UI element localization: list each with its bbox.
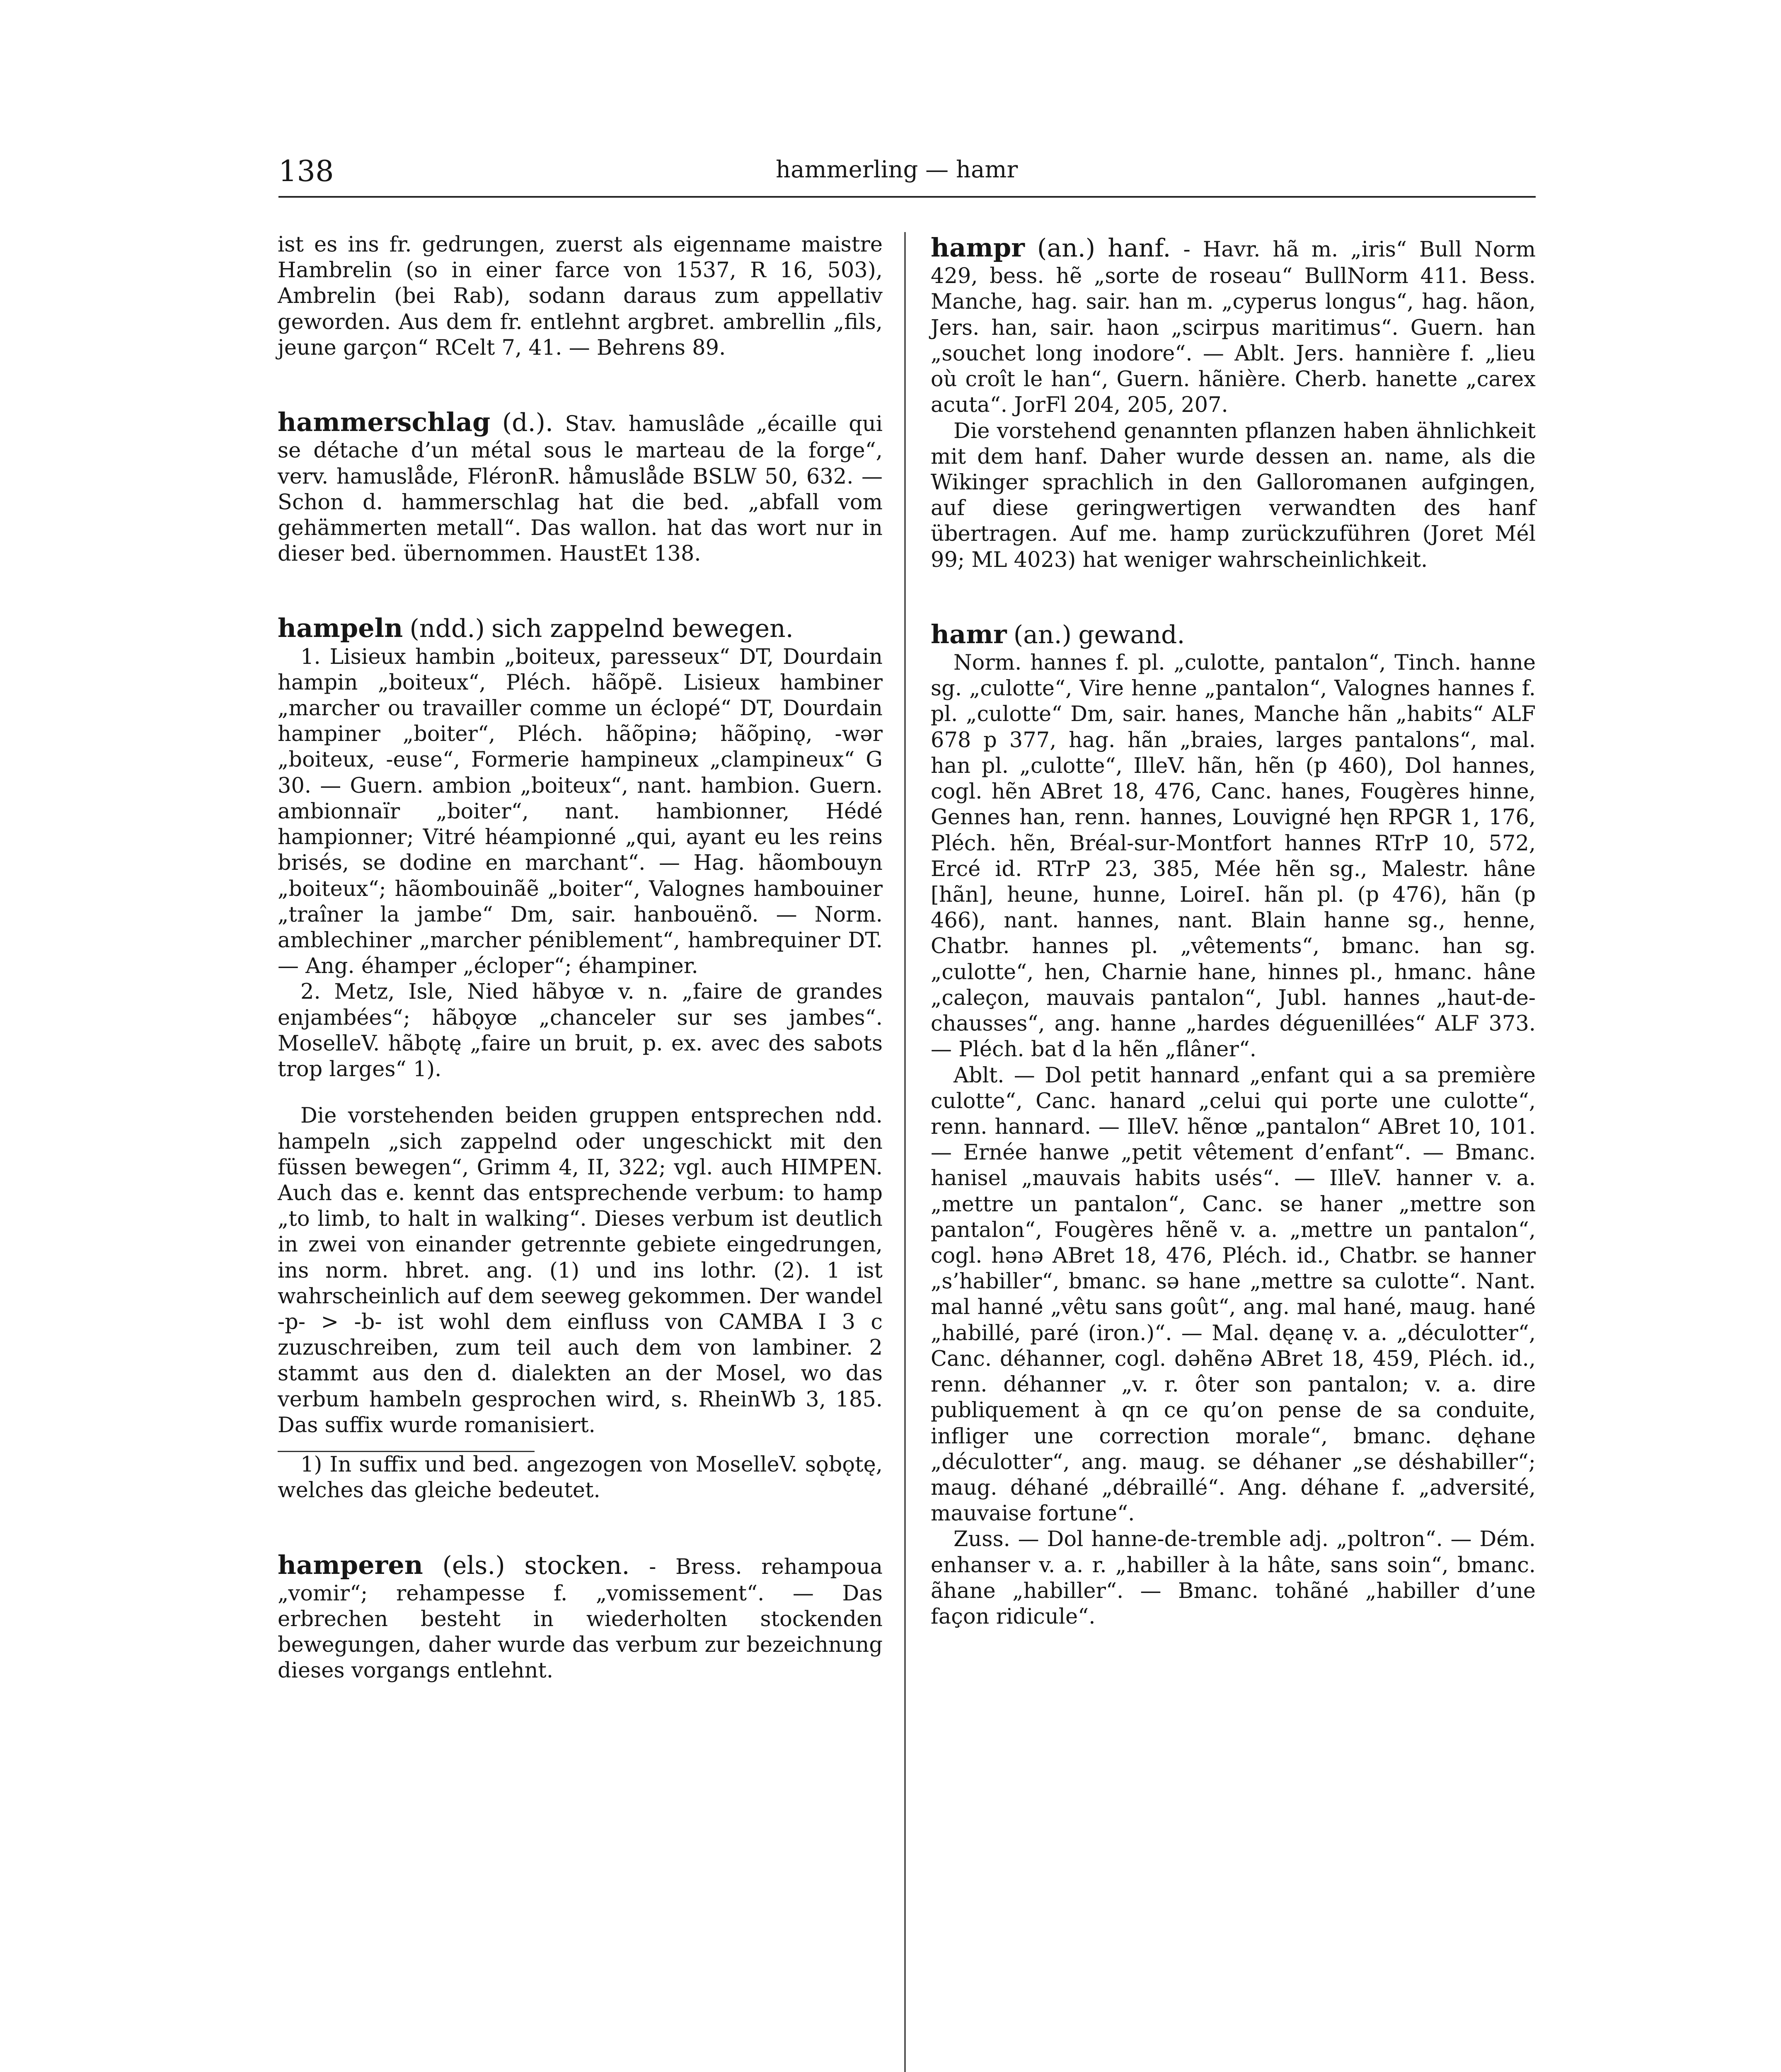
entry-hamperen bbox=[278, 1549, 883, 1684]
language-tag: (els.) bbox=[442, 1551, 505, 1580]
right-column bbox=[931, 232, 1536, 1675]
headword: hamperen bbox=[278, 1549, 423, 1580]
entry-text: Stav. hamuslâde „écaille qui se détache d’un métal sous le marteau de la forge“, verv. hamuslåde, FléronR. håmuslåde BSLW 50, 632. — Schon d. hammerschlag hat die bed. „abfall vom gehämmerten metall“. Das wallon. hat das wort nur in dieser bed. übernommen. HaustEt 138. bbox=[278, 412, 883, 566]
language-tag: (d.). bbox=[502, 408, 554, 438]
entry-hampeln bbox=[278, 612, 883, 1503]
footnote: 1) In suffix und bed. angezogen von MoselleV. sǫbǫtę, welches das gleiche bedeutet. bbox=[278, 1452, 883, 1503]
headword: hampr bbox=[931, 232, 1025, 263]
language-tag: (ndd.) bbox=[409, 614, 485, 644]
gloss: stocken. bbox=[524, 1551, 630, 1580]
entry-hampr bbox=[931, 232, 1536, 573]
language-tag: (an.) bbox=[1013, 620, 1072, 649]
left-column bbox=[278, 232, 883, 1730]
entry-text: ist es ins fr. gedrungen, zuerst als eigenname maistre Hambrelin (so in einer farce von 1537, R 16, 503), Ambrelin (bei Rab), sodann daraus zum appellativ geworden. Aus dem fr. entlehnt argbret. ambrellin „fils, jeune garçon“ RCelt 7, 41. — Behrens 89. bbox=[278, 232, 883, 360]
entry-heading-line bbox=[278, 612, 883, 644]
headword: hampeln bbox=[278, 613, 403, 644]
entry-text: - Bress. rehampoua „vomir“; rehampesse f. „vomissement“. — Das erbrechen besteht in wiederholten stockenden bewegungen, daher wurde das verbum zur bezeichnung dieses vorgangs entlehnt. bbox=[278, 1554, 883, 1683]
gloss: sich zappelnd bewegen. bbox=[491, 614, 794, 644]
entry-paragraph: Die vorstehenden beiden gruppen entsprechen ndd. hampeln „sich zappelnd oder ungeschickt mit den füssen bewegen“, Grimm 4, II, 322; vgl. auch HIMPEN. Auch das e. kennt das entsprechende verbum: to hamp „to limb, to halt in walking“. Dieses verbum ist deutlich in zwei von einander getrennte gebiete eingedrungen, ins norm. hbret. ang. (1) und ins lothr. (2). 1 ist wahrscheinlich auf dem seeweg gekommen. Der wandel -p- > -b- ist wohl dem einfluss von CAMBA I 3 c zuzuschreiben, zum teil auch dem von lambiner. 2 stammt aus den d. dialekten an der Mosel, wo das verbum hambeln gesprochen wird, s. RheinWb 3, 185. Das suffix wurde romanisiert. bbox=[278, 1104, 883, 1438]
entry-heading-line bbox=[931, 619, 1536, 650]
gloss: gewand. bbox=[1078, 620, 1185, 649]
entry-paragraph: Ablt. — Dol petit hannard „enfant qui a sa première culotte“, Canc. hanard „celui qui porte une culotte“, renn. hannard. — IlleV. hẽnœ „pantalon“ ABret 10, 101. — Ernée hanwe „petit vêtement d’enfant“. — Bmanc. hanisel „mauvais habits usés“. — IlleV. hanner v. a. „mettre un pantalon“, Canc. se haner „mettre son pantalon“, Fougères hẽnẽ v. a. „mettre un pantalon“, cogl. hənə ABret 18, 476, Pléch. id., Chatbr. se hanner „s’habiller“, bmanc. sə hane „mettre sa culotte“. Nant. mal hanné „vêtu sans goût“, ang. mal hané, maug. hané „habillé, paré (iron.)“. — Mal. dęanę v. a. „déculotter“, Canc. déhanner, cogl. dəhẽnə ABret 18, 459, Pléch. id., renn. déhanner „v. r. ôter son pantalon; v. a. dire publiquement à qn ce qu’on pense de sa conduite, infliger une correction morale“, bmanc. dęhane „déculotter“, ang. maug. se déhaner „se déshabiller“; maug. déhané „débraillé“. Ang. déhane f. „adversité, mauvaise fortune“. bbox=[931, 1063, 1536, 1526]
entry-hammerschlag bbox=[278, 407, 883, 567]
entry-paragraph: Zuss. — Dol hanne-de-tremble adj. „poltron“. — Dém. enhanser v. a. r. „habiller à la hâte, sans soin“, bmanc. ãhane „habiller“. — Bmanc. tohãné „habiller d’une façon ridicule“. bbox=[931, 1527, 1536, 1629]
entry-paragraph bbox=[278, 407, 883, 567]
headword: hammerschlag bbox=[278, 407, 491, 438]
gloss: hanf. bbox=[1108, 234, 1171, 263]
column-divider bbox=[904, 232, 906, 2072]
entry-paragraph: 2. Metz, Isle, Nied hãbyœ v. n. „faire de grandes enjambées“; hãbǫyœ „chanceler sur ses jambes“. MoselleV. hãbǫtę „faire un bruit, p. ex. avec des sabots trop larges“ 1). bbox=[278, 980, 883, 1082]
entry-paragraph bbox=[278, 1549, 883, 1684]
entry-paragraph: Die vorstehend genannten pflanzen haben ähnlichkeit mit dem hanf. Daher wurde dessen an. name, als die Wikinger sprachlich in den Galloromanen aufgingen, auf diese geringwertigen verwandten des hanf übertragen. Auf me. hamp zurückzuführen (Joret Mél 99; ML 4023) hat weniger wahrscheinlichkeit. bbox=[931, 419, 1536, 572]
running-head: hammerling — hamr bbox=[776, 156, 1018, 183]
entry-text: - Havr. hã m. „iris“ Bull Norm 429, bess. hẽ „sorte de roseau“ BullNorm 411. Bess. Manche, hag. sair. han m. „cyperus longus“, hag. hãon, Jers. han, sair. haon „scirpus maritimus“. Guern. han „souchet long inodore“. — Ablt. Jers. hannière f. „lieu où croît le han“, Guern. hãnière. Cherb. hanette „carex acuta“. JorFl 204, 205, 207. bbox=[931, 237, 1536, 418]
page-number: 138 bbox=[278, 154, 334, 188]
entry-paragraph: 1. Lisieux hambin „boiteux, paresseux“ DT, Dourdain hampin „boiteux“, Pléch. hãõpẽ. Lisieux hambiner „marcher ou travailler comme un éclopé“ DT, Dourdain hampiner „boiter“, Pléch. hãõpinə; hãõpinǫ, -wər „boiteux, -euse“, Formerie hampineux „clampineux“ G 30. — Guern. ambion „boiteux“, nant. hambion. Guern. ambionnaïr „boiter“, nant. hambionner, Hédé hampionner; Vitré héampionné „qui, ayant eu les reins brisés, se dodine en marchant“. — Hag. hãombouyn „boiteux“; hãombouinãẽ „boiter“, Valognes hambouiner „traîner la jambe“ Dm, sair. hanbouënõ. — Norm. amblechiner „marcher péniblement“, hambrequiner DT. — Ang. éhamper „écloper“; éhampiner. bbox=[278, 644, 883, 979]
entry-hamr bbox=[931, 619, 1536, 1630]
language-tag: (an.) bbox=[1037, 234, 1096, 263]
page-header bbox=[278, 154, 1536, 198]
headword: hamr bbox=[931, 619, 1007, 649]
entry-continuation bbox=[278, 232, 883, 361]
entry-paragraph bbox=[931, 232, 1536, 419]
entry-paragraph: Norm. hannes f. pl. „culotte, pantalon“, Tinch. hanne sg. „culotte“, Vire henne „pantalon“, Valognes hannes f. pl. „culotte“ Dm, sair. hanes, Manche hãn „habits“ ALF 678 p 377, hag. hãn „braies, larges pantalons“, mal. han pl. „culotte“, IlleV. hãn, hẽn (p 460), Dol hannes, cogl. hẽn ABret 18, 476, Canc. hanes, Fougères hinne, Gennes han, renn. hannes, Louvigné hęn RPGR 1, 176, Pléch. hẽn, Bréal-sur-Montfort hannes RTrP 10, 572, Ercé id. RTrP 23, 385, Mée hẽn sg., Malestr. hâne [hãn], heune, hunne, LoireI. hãn pl. (p 476), hãn (p 466), nant. hannes, nant. Blain hanne sg., henne, Chatbr. hannes pl. „vêtements“, bmanc. han sg. „culotte“, hen, Charnie hane, hinnes pl., hmanc. hâne „caleçon, mauvais pantalon“, Jubl. hannes „haut-de-chausses“, ang. hanne „hardes déguenillées“ ALF 373. — Pléch. bat d la hẽn „flâner“. bbox=[931, 651, 1536, 1062]
